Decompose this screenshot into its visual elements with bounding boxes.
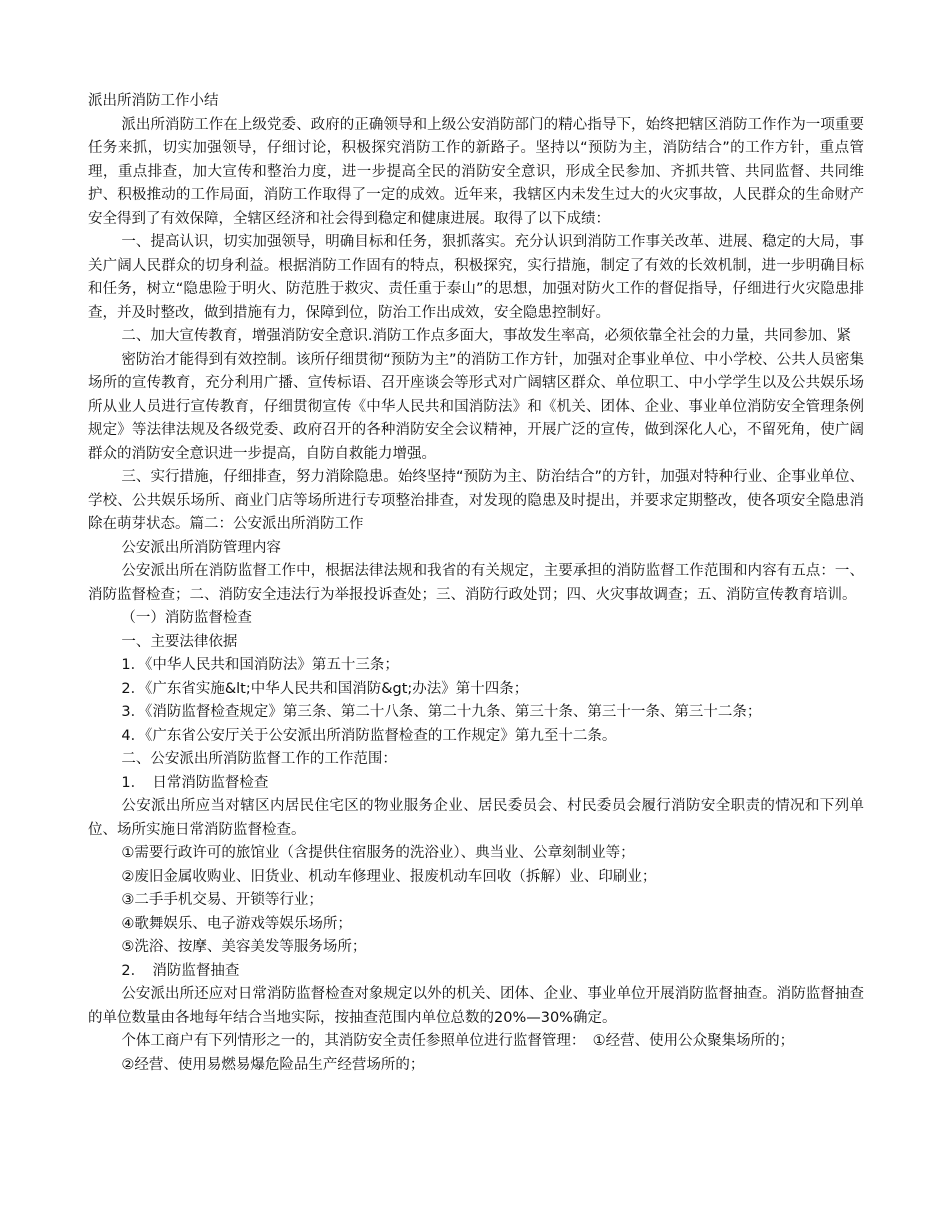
subsection-heading: （一）消防监督检查 bbox=[121, 610, 252, 626]
list-heading-work-scope: 二、公安派出所消防监督工作的工作范围： bbox=[121, 751, 397, 767]
paragraph-spot-check: 公安派出所还应对日常消防监督检查对象规定以外的机关、团体、企业、事业单位开展消防监督抽查。消防监督抽查的单位数量由各地每年结合当地实际，按抽查范围内单位总数的20%—30%确定。 bbox=[88, 986, 864, 1026]
list-item: ②经营、使用易燃易爆危险品生产经营场所的； bbox=[121, 1056, 425, 1073]
list-item: 2．《广东省实施&lt;中华人民共和国消防&gt;办法》第十四条； bbox=[121, 680, 529, 697]
paragraph-individual-business: 个体工商户有下列情形之一的，其消防安全责任参照单位进行监督管理： ①经营、使用公众聚集场所的； bbox=[121, 1033, 795, 1049]
list-item: ④歌舞娱乐、电子游戏等娱乐场所； bbox=[121, 915, 352, 932]
list-item: 1．《中华人民共和国消防法》第五十三条； bbox=[121, 657, 399, 673]
paragraph-daily-inspection: 公安派出所应当对辖区内居民住宅区的物业服务企业、居民委员会、村民委员会履行消防安全职责的情况和下列单位、场所实施日常消防监督检查。 bbox=[88, 798, 864, 838]
paragraph-point-2-continued: 密防治才能得到有效控制。该所仔细贯彻“预防为主”的消防工作方针，加强对企事业单位、中小学校、公共人员密集场所的宣传教育，充分利用广播、宣传标语、召开座谈会等形式对广阔辖区群众、单位职工、中小学学生以及公共娱乐场所从业人员进行宣传教育，仔细贯彻宣传《中华人民共和国消防法》和《机关、团体、企业、事业单位消防安全管理条例规定》等法律法规及各级党委、政府召开的各种消防安全会议精神，开展广泛的宣传，做到深化人心，不留死角，使广阔群众的消防安全意识进一步提高，自防自救能力增强。 bbox=[88, 351, 864, 462]
list-item: ③二手手机交易、开锁等行业； bbox=[121, 892, 323, 908]
paragraph-point-3: 三、实行措施，仔细排查，努力消除隐患。始终坚持“预防为主、防治结合”的方针，加强对特种行业、企事业单位、学校、公共娱乐场所、商业门店等场所进行专项整治排查，对发现的隐患及时提出，并要求定期整改，使各项安全隐患消除在萌芽状态。篇二：公安派出所消防工作 bbox=[88, 469, 864, 532]
list-item: ⑤洗浴、按摩、美容美发等服务场所； bbox=[121, 939, 367, 955]
list-item: ①需要行政许可的旅馆业（含提供住宿服务的洗浴业）、典当业、公章刻制业等； bbox=[121, 845, 635, 861]
paragraph-scope: 公安派出所在消防监督工作中，根据法律法规和我省的有关规定，主要承担的消防监督工作范围和内容有五点：一、消防监督检查；二、消防安全违法行为举报投诉查处；三、消防行政处罚；四、火灾事故调查；五、消防宣传教育培训。 bbox=[88, 563, 864, 603]
paragraph-point-2: 二、加大宣传教育，增强消防安全意识.消防工作点多面大，事故发生率高，必须依靠全社会的力量，共同参加、紧 bbox=[121, 328, 851, 344]
list-item: ②废旧金属收购业、旧货业、机动车修理业、报废机动车回收（拆解）业、印刷业； bbox=[121, 868, 657, 885]
list-item: 3．《消防监督检查规定》第三条、第二十八条、第二十九条、第三十条、第三十一条、第三十二条； bbox=[121, 704, 762, 720]
list-item: 2． 消防监督抽查 bbox=[121, 962, 240, 979]
section-heading: 公安派出所消防管理内容 bbox=[121, 539, 281, 556]
paragraph-intro: 派出所消防工作在上级党委、政府的正确领导和上级公安消防部门的精心指导下，始终把辖区消防工作作为一项重要任务来抓，切实加强领导，仔细讨论，积极探究消防工作的新路子。坚持以“预防为主，消防结合”的工作方针，重点管理，重点排查，加大宣传和整治力度，进一步提高全民的消防安全意识，形成全民参加、齐抓共管、共同监督、共同维护、积极推动的工作局面，消防工作取得了一定的成效。近年来，我辖区内未发生过大的火灾事故，人民群众的生命财产安全得到了有效保障，全辖区经济和社会得到稳定和健康进展。取得了以下成绩： bbox=[88, 116, 864, 227]
document-title: 派出所消防工作小结 bbox=[88, 93, 219, 109]
list-item: 4．《广东省公安厅关于公安派出所消防监督检查的工作规定》第九至十二条。 bbox=[121, 727, 617, 744]
document-page bbox=[88, 90, 864, 1077]
paragraph-point-1: 一、提高认识，切实加强领导，明确目标和任务，狠抓落实。充分认识到消防工作事关改革、进展、稳定的大局，事关广阔人民群众的切身利益。根据消防工作固有的特点，积极探究，实行措施，制定了有效的长效机制，进一步明确目标和任务，树立“隐患险于明火、防范胜于救灾、责任重于泰山”的思想，加强对防火工作的督促指导，仔细进行火灾隐患排查，并及时整改，做到措施有力，保障到位，防治工作出成效，安全隐患控制好。 bbox=[88, 234, 864, 321]
list-heading-legal-basis: 一、主要法律依据 bbox=[121, 633, 238, 650]
list-item: 1． 日常消防监督检查 bbox=[121, 774, 269, 791]
